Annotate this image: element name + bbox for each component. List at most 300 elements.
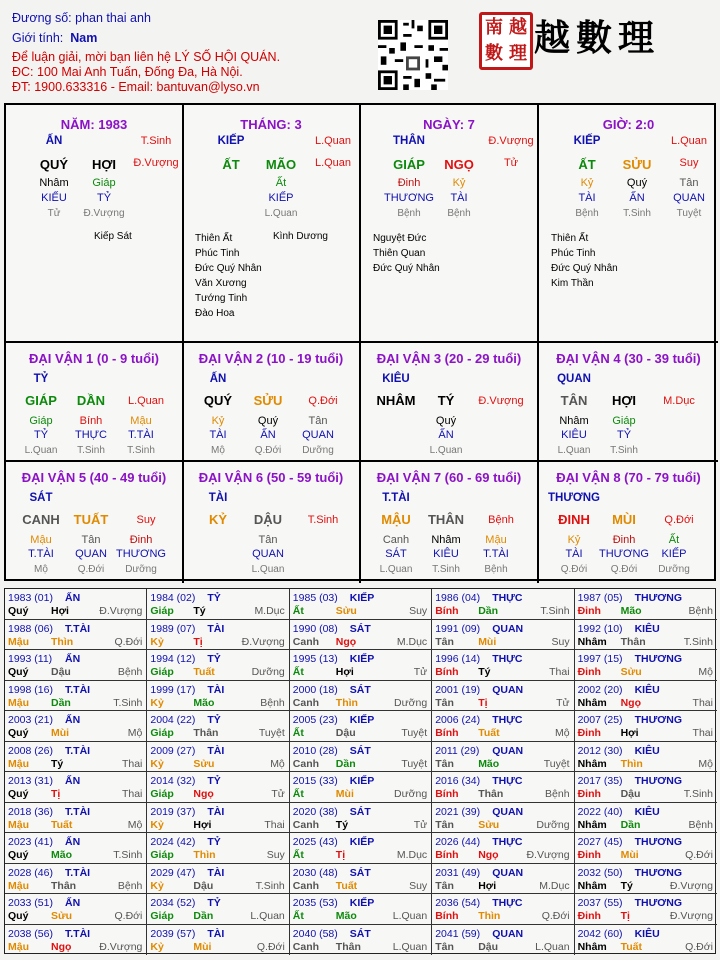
star-item: Đào Hoa (195, 308, 235, 319)
annual-phase: Suy (551, 635, 570, 648)
annual-phase: Suy (409, 879, 428, 892)
annual-phase: Suy (409, 605, 428, 617)
annual-ten-god: ẤN (65, 897, 81, 909)
annual-phase: L.Quan (392, 910, 428, 922)
annual-stem: Tân (435, 635, 454, 648)
hidden-stem: Tân (81, 534, 101, 546)
pillar-value: Đ.Vượng (133, 157, 179, 169)
annual-stem: Tân (435, 940, 454, 953)
annual-phase: Q.Đới (256, 940, 285, 953)
star-item: Tướng Tinh (195, 293, 248, 304)
annual-year: 1984 (02) (150, 592, 196, 604)
annual-ten-god: KIẾP (349, 836, 375, 848)
hidden-ten-god: T.TÀI (483, 548, 509, 560)
star-item: Thiên Ất (195, 233, 233, 244)
annual-stem: Tân (435, 696, 454, 709)
hidden-ten-god: KIẾP (661, 548, 687, 560)
annual-stem: Mậu (8, 940, 29, 953)
annual-branch: Ngọ (51, 940, 72, 953)
annual-phase: Đ.Vượng (669, 879, 713, 892)
annual-ten-god: KIÊU (634, 805, 660, 818)
annual-phase: T.Sinh (113, 696, 143, 709)
annual-cell (290, 650, 432, 681)
annual-cell (432, 711, 574, 742)
annual-stem: Mậu (8, 818, 29, 831)
annual-ten-god: THỰC (492, 653, 523, 665)
annual-phase: Q.Đới (541, 910, 570, 922)
annual-cell (575, 681, 717, 712)
pillar-value: L.Quan (264, 208, 298, 219)
annual-ten-god: TỶ (207, 592, 221, 604)
annual-ten-god: ẤN (65, 592, 81, 604)
annual-year: 1997 (15) (577, 653, 623, 665)
annual-year: 2040 (58) (292, 927, 338, 940)
annual-cell (147, 864, 289, 895)
annual-ten-god: TỶ (207, 897, 221, 909)
annual-ten-god: TỶ (207, 653, 221, 665)
annual-branch: Dần (193, 910, 214, 922)
annual-cell (432, 589, 574, 620)
annual-year: 2010 (28) (292, 744, 338, 757)
annual-ten-god: TÀI (207, 805, 225, 818)
annual-cell (290, 681, 432, 712)
dai-van-phase: Q.Đới (308, 395, 338, 407)
annual-stem: Đinh (577, 605, 601, 617)
chart-grid (4, 103, 716, 581)
annual-stem: Quý (8, 727, 29, 739)
annual-ten-god: T.TÀI (65, 866, 91, 879)
annual-phase: Q.Đới (685, 849, 713, 861)
pillar-value: Kỷ (580, 177, 594, 189)
hidden-ten-god: KIÊU (561, 429, 587, 441)
hidden-ten-god: TÀI (209, 429, 227, 441)
annual-phase: Q.Đới (114, 910, 143, 922)
seal-stamp: 南 越 數 理 (479, 12, 533, 70)
annual-phase: Bệnh (117, 879, 143, 892)
dai-van-phase: L.Quan (127, 395, 165, 407)
pillar-value: T.Sinh (623, 208, 651, 219)
hidden-phase: T.Sinh (127, 445, 155, 456)
annual-year: 2017 (35) (577, 775, 623, 787)
hidden-stem: Canh (382, 534, 410, 546)
annual-cell (432, 864, 574, 895)
dai-van-cell (361, 343, 539, 462)
annual-phase: L.Quan (392, 940, 428, 953)
annual-branch: Tuất (193, 666, 215, 678)
annual-stem: Bính (435, 605, 459, 617)
hidden-stem: Quý (435, 415, 457, 427)
pillar-value: KIẾP (573, 135, 601, 147)
hidden-phase: Dưỡng (658, 564, 690, 575)
annual-ten-god: QUAN (492, 805, 524, 818)
annual-year: 2020 (38) (292, 805, 338, 818)
hidden-phase: Q.Đới (254, 445, 282, 456)
pillar-value: GIÁP (393, 157, 425, 172)
annual-ten-god: SÁT (349, 866, 371, 879)
annual-stem: Nhâm (577, 879, 607, 892)
annual-cell (432, 620, 574, 651)
annual-phase: Đ.Vượng (99, 605, 143, 617)
dai-van-ten-god: QUAN (557, 373, 591, 385)
dai-van-ten-god: THƯƠNG (548, 492, 600, 504)
annual-year: 2024 (42) (150, 836, 196, 848)
pillar-value: Quý (626, 177, 648, 189)
annual-branch: Mão (620, 605, 642, 617)
annual-cell (147, 681, 289, 712)
annual-cell (290, 894, 432, 925)
annual-ten-god: SÁT (349, 805, 371, 818)
annual-branch: Hợi (478, 879, 497, 892)
annual-stem: Bính (435, 666, 459, 678)
dai-van-ten-god: TỶ (33, 373, 49, 385)
annual-phase: Đ.Vượng (241, 635, 285, 648)
star-item: Phúc Tinh (195, 248, 240, 259)
hidden-stem: Kỷ (211, 415, 225, 427)
annual-cell (5, 742, 147, 773)
annual-cell (290, 833, 432, 864)
annual-branch: Thìn (478, 910, 501, 922)
annual-year: 2032 (50) (577, 866, 623, 879)
annual-ten-god: THỰC (492, 897, 523, 909)
annual-year: 2029 (47) (150, 866, 196, 879)
annual-phase: Mộ (698, 666, 713, 678)
annual-stem: Tân (435, 818, 454, 831)
hidden-ten-god: QUAN (75, 548, 107, 560)
annual-year: 2018 (36) (8, 805, 53, 818)
annual-branch: Thìn (335, 696, 358, 709)
annual-cell (432, 681, 574, 712)
annual-year: 2003 (21) (8, 714, 53, 726)
pillar-value: ẤN (45, 135, 63, 147)
annual-phase: Q.Đới (685, 940, 713, 953)
pillar-value: L.Quan (670, 135, 708, 147)
annual-cell (290, 620, 432, 651)
star-list (373, 231, 440, 276)
hidden-stem: Mậu (485, 534, 507, 546)
annual-phase: M.Dục (254, 605, 285, 617)
pillar-value: Đ.Vượng (83, 208, 125, 219)
annual-year: 2007 (25) (577, 714, 623, 726)
annual-ten-god: THƯƠNG (634, 714, 683, 726)
annual-year: 1983 (01) (8, 592, 53, 604)
annual-cell (5, 864, 147, 895)
annual-branch: Mão (478, 757, 500, 770)
dai-van-cell (183, 343, 361, 462)
star-item: Nguyệt Đức (373, 233, 427, 244)
annual-branch: Sửu (478, 818, 500, 831)
hidden-stem: Quý (257, 415, 279, 427)
dai-van-branch: DẦN (76, 393, 106, 408)
annual-branch: Mùi (51, 727, 70, 739)
hidden-phase: L.Quan (379, 564, 413, 575)
annual-stem: Mậu (8, 757, 29, 770)
annual-stem: Bính (435, 910, 459, 922)
annual-cell (147, 894, 289, 925)
annual-phase: Tử (556, 696, 570, 709)
annual-ten-god: THƯƠNG (634, 592, 683, 604)
annual-year: 2031 (49) (435, 866, 481, 879)
annual-year: 1993 (11) (8, 653, 53, 665)
annual-cell (5, 925, 147, 956)
annual-stem: Kỷ (150, 696, 164, 709)
pillar-value: Bệnh (447, 208, 471, 219)
annual-branch: Tuất (620, 940, 642, 953)
pillar-value: TỶ (96, 192, 112, 204)
pillar-value: ẤT (578, 157, 596, 172)
annual-cell (432, 772, 574, 803)
annual-cell (5, 620, 147, 651)
annual-branch: Ngọ (335, 635, 357, 648)
annual-stem: Bính (435, 849, 459, 861)
annual-year: 1990 (08) (292, 622, 338, 635)
hidden-phase: Q.Đới (610, 564, 638, 575)
annual-stem: Quý (8, 849, 29, 861)
annual-cell (147, 772, 289, 803)
annual-stem: Canh (292, 635, 320, 648)
pillar-value: HỢI (91, 157, 117, 172)
annual-ten-god: T.TÀI (65, 683, 91, 696)
annual-phase: Mộ (127, 727, 143, 739)
annual-branch: Dậu (51, 666, 71, 678)
annual-year: 2026 (44) (435, 836, 481, 848)
annual-ten-god: KIÊU (634, 744, 660, 757)
annual-cell (147, 711, 289, 742)
annual-cell (147, 742, 289, 773)
hidden-phase: Q.Đới (77, 564, 105, 575)
hidden-phase: L.Quan (251, 564, 285, 575)
annual-year: 1988 (06) (8, 622, 53, 635)
annual-cell (575, 894, 717, 925)
pillar-cell (361, 105, 539, 343)
annual-year: 1987 (05) (577, 592, 623, 604)
annual-phase: Thai (692, 696, 713, 709)
annual-ten-god: ẤN (65, 653, 81, 665)
annual-branch: Tị (193, 635, 203, 648)
hidden-stem: Giáp (29, 415, 53, 427)
annual-ten-god: KIẾP (349, 897, 375, 909)
annual-cell (5, 681, 147, 712)
pillar-value: Tử (47, 208, 61, 219)
dai-van-ten-god: SÁT (29, 492, 53, 504)
pillar-title: NĂM: 1983 (60, 117, 128, 132)
annual-phase: Đ.Vượng (669, 910, 713, 922)
annual-ten-god: THƯƠNG (634, 866, 683, 879)
address: ĐC: 100 Mai Anh Tuấn, Đống Đa, Hà Nội. (12, 65, 243, 79)
annual-year: 1995 (13) (292, 653, 338, 665)
pillar-value: MÃO (265, 157, 297, 172)
pillar-value: ẤT (222, 157, 240, 172)
annual-year: 2009 (27) (150, 744, 196, 757)
annual-ten-god: TỶ (207, 714, 221, 726)
dai-van-phase: Q.Đới (664, 514, 694, 526)
annual-ten-god: THƯƠNG (634, 897, 683, 909)
dai-van-title: ĐẠI VẬN 5 (40 - 49 tuổi) (21, 470, 167, 485)
dai-van-stem: ĐINH (558, 512, 590, 527)
annual-year: 1989 (07) (150, 622, 196, 635)
annual-cell (432, 925, 574, 956)
hidden-stem: Tân (308, 415, 328, 427)
dai-van-phase: M.Dục (663, 395, 695, 407)
annual-year: 2037 (55) (577, 897, 623, 909)
annual-branch: Dậu (478, 940, 499, 953)
annual-year: 1986 (04) (435, 592, 481, 604)
annual-cell (575, 589, 717, 620)
annual-phase: Bệnh (260, 696, 285, 709)
annual-phase: Tử (271, 788, 285, 800)
hidden-ten-god: T.TÀI (28, 548, 54, 560)
annual-phase: Tuyệt (543, 757, 570, 770)
hidden-phase: T.Sinh (610, 445, 638, 456)
annual-ten-god: QUAN (492, 683, 524, 696)
annual-year: 2034 (52) (150, 897, 196, 909)
dai-van-branch: THÂN (427, 512, 465, 527)
annual-year: 2023 (41) (8, 836, 53, 848)
pillar-value: Giáp (92, 177, 116, 189)
hidden-ten-god: THƯƠNG (599, 548, 649, 560)
hidden-ten-god: ẤN (438, 429, 454, 441)
annual-branch: Dần (478, 605, 499, 617)
annual-ten-god: SÁT (349, 927, 371, 940)
annual-ten-god: KIÊU (634, 927, 660, 940)
dai-van-branch: TÝ (437, 393, 455, 408)
dai-van-phase: T.Sinh (307, 514, 339, 526)
annual-ten-god: TÀI (207, 683, 225, 696)
annual-cell (575, 742, 717, 773)
annual-cell (290, 803, 432, 834)
header (0, 0, 720, 100)
annual-ten-god: KIẾP (349, 653, 375, 665)
dai-van-stem: GIÁP (25, 393, 57, 408)
annual-year: 2019 (37) (150, 805, 196, 818)
hidden-ten-god: QUAN (252, 548, 284, 560)
pillar-value: Bệnh (397, 208, 421, 219)
hidden-stem: Tân (258, 534, 278, 546)
annual-branch: Mão (193, 696, 215, 709)
annual-phase: Mộ (698, 757, 713, 770)
dai-van-cell (6, 343, 184, 462)
dai-van-title: ĐẠI VẬN 2 (10 - 19 tuổi) (198, 351, 344, 366)
pillar-value: Tuyệt (676, 208, 702, 219)
annual-cell (290, 711, 432, 742)
annual-stem: Kỷ (150, 940, 164, 953)
annual-branch: Ngọ (620, 696, 642, 709)
annual-ten-god: KIÊU (634, 683, 660, 696)
annual-phase: Đ.Vượng (526, 849, 570, 861)
annual-branch: Hợi (193, 818, 212, 831)
hidden-stem: Đinh (612, 534, 636, 546)
dai-van-ten-god: TÀI (208, 492, 228, 504)
dai-van-cell (539, 343, 718, 462)
hidden-ten-god: T.TÀI (128, 429, 154, 441)
dai-van-title: ĐẠI VẬN 8 (70 - 79 tuổi) (556, 470, 701, 485)
annual-ten-god: TỶ (207, 775, 221, 787)
annual-stem: Quý (8, 788, 29, 800)
annual-branch: Tý (335, 818, 349, 831)
dai-van-branch: HỢI (611, 393, 637, 408)
dai-van-title: ĐẠI VẬN 3 (20 - 29 tuổi) (376, 351, 522, 366)
annual-stem: Giáp (150, 788, 174, 800)
annual-branch: Thìn (51, 635, 74, 648)
annual-ten-god: THƯƠNG (634, 653, 683, 665)
annual-year: 2021 (39) (435, 805, 481, 818)
dai-van-title: ĐẠI VẬN 4 (30 - 39 tuổi) (556, 351, 701, 366)
annual-phase: Tuyệt (401, 727, 428, 739)
annual-ten-god: SÁT (349, 622, 371, 635)
pillar-value: TÀI (450, 192, 468, 204)
annual-stem: Nhâm (577, 757, 607, 770)
annual-phase: Dưỡng (536, 818, 570, 831)
annual-stem: Quý (8, 910, 29, 922)
pillar-value: Đinh (397, 177, 421, 189)
annual-phase: Dưỡng (394, 788, 428, 800)
annual-year: 2008 (26) (8, 744, 53, 757)
hidden-stem: Giáp (612, 415, 636, 427)
star-item: Kim Thần (551, 278, 594, 289)
annual-ten-god: KIẾP (349, 592, 375, 604)
extra-star: Kình Dương (273, 231, 328, 242)
annual-year: 2013 (31) (8, 775, 53, 787)
annual-cell (5, 772, 147, 803)
annual-stem: Bính (435, 788, 459, 800)
annual-cell (290, 589, 432, 620)
annual-year: 2039 (57) (150, 927, 196, 940)
annual-cell (147, 589, 289, 620)
annual-branch: Sửu (620, 666, 642, 678)
annual-phase: Bệnh (117, 666, 143, 678)
annual-branch: Ngọ (193, 788, 214, 800)
annual-year: 2036 (54) (435, 897, 481, 909)
annual-stem: Giáp (150, 605, 174, 617)
annual-ten-god: QUAN (492, 866, 524, 879)
annual-cell (432, 894, 574, 925)
annual-stem: Nhâm (577, 818, 607, 831)
annual-stem: Giáp (150, 910, 174, 922)
annual-branch: Mùi (478, 635, 497, 648)
pillar-cell (6, 105, 184, 343)
annual-stem: Kỷ (150, 818, 164, 831)
annual-branch: Mão (51, 849, 72, 861)
star-item: Phúc Tinh (551, 248, 596, 259)
hidden-ten-god: ẤN (260, 429, 276, 441)
annual-year: 2012 (30) (577, 744, 623, 757)
annual-ten-god: T.TÀI (65, 805, 91, 818)
annual-year: 2014 (32) (150, 775, 196, 787)
hidden-ten-god: THƯƠNG (116, 548, 166, 560)
annual-ten-god: THỰC (492, 592, 523, 604)
hidden-stem: Kỷ (567, 534, 581, 546)
pillar-value: THÂN (393, 135, 425, 147)
annual-stem: Bính (435, 727, 459, 739)
annual-stem: Giáp (150, 666, 174, 678)
annual-year: 1991 (09) (435, 622, 481, 635)
annual-phase: T.Sinh (255, 879, 285, 892)
annual-cell (575, 803, 717, 834)
annual-ten-god: KIẾP (349, 714, 375, 726)
annual-stem: Đinh (577, 910, 601, 922)
annual-branch: Tý (51, 757, 64, 770)
hidden-ten-god: KIÊU (433, 548, 459, 560)
star-item: Đức Quý Nhân (195, 263, 262, 274)
annual-branch: Mùi (193, 940, 212, 953)
annual-branch: Thân (193, 727, 219, 739)
dai-van-cell (361, 462, 539, 583)
annual-branch: Hợi (51, 605, 69, 617)
pillar-value: Đ.Vượng (488, 135, 534, 147)
annual-branch: Sửu (193, 757, 215, 770)
annual-cell (432, 742, 574, 773)
annual-branch: Thìn (620, 757, 643, 770)
annual-year: 2030 (48) (292, 866, 338, 879)
